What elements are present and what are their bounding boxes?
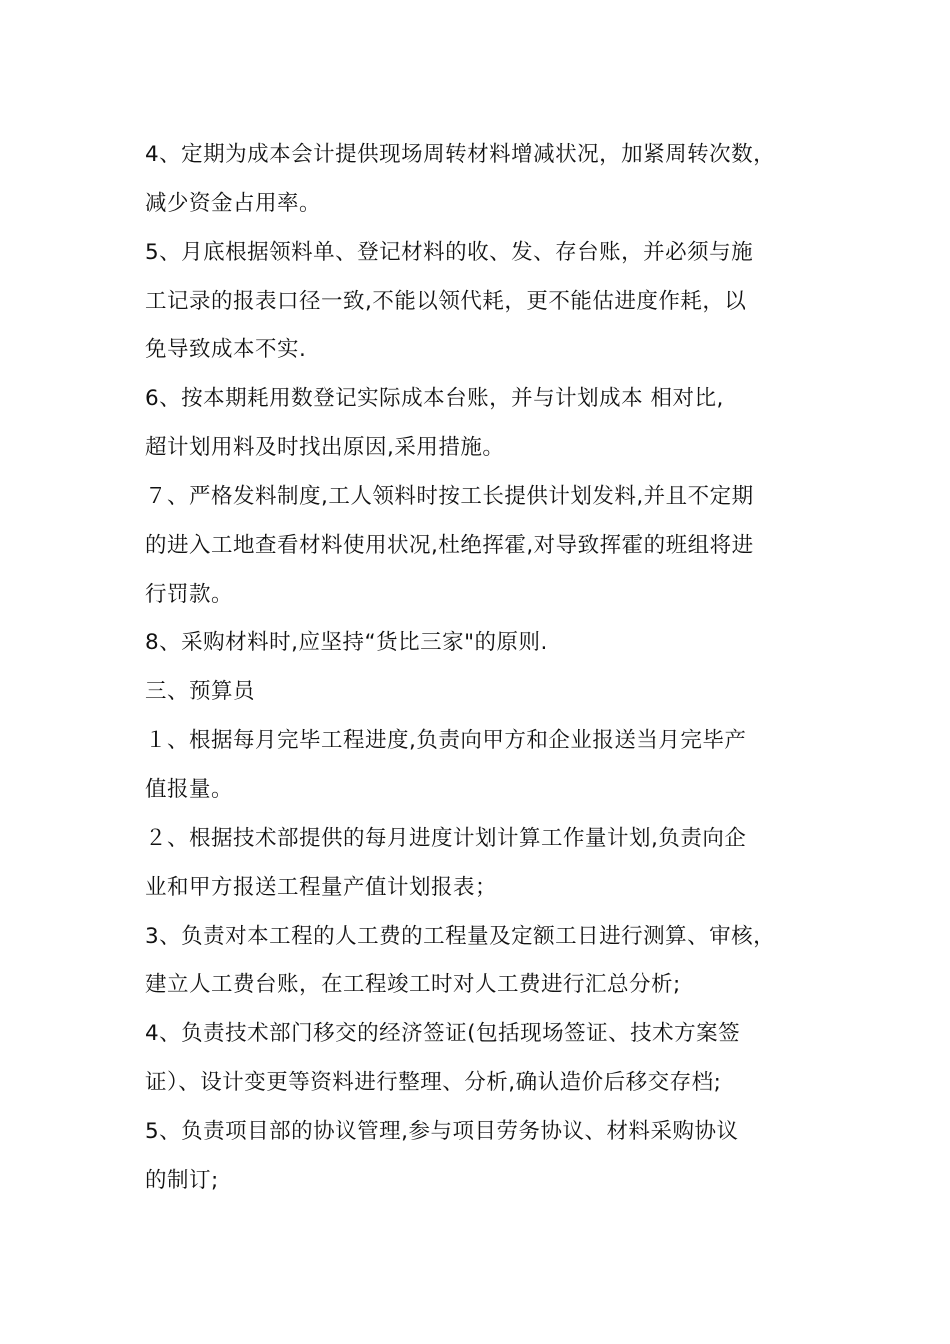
text-line-18: 建立人工费台账，在工程竣工时对人工费进行汇总分析; bbox=[145, 972, 681, 998]
text-line-21: 5、负责项目部的协议管理,参与项目劳务协议、材料采购协议 bbox=[145, 1118, 739, 1144]
text-line-9: 的进入工地查看材料使用状况,杜绝挥霍,对导致挥霍的班组将进 bbox=[145, 532, 754, 558]
text-line-11: 8、采购材料时,应坚持“货比三家"的原则. bbox=[145, 630, 548, 656]
text-line-8: ７、严格发料制度,工人领料时按工长提供计划发料,并且不定期 bbox=[145, 483, 754, 509]
text-line-4: 工记录的报表口径一致,不能以领代耗，更不能估进度作耗，以 bbox=[145, 288, 747, 314]
text-line-10: 行罚款。 bbox=[145, 581, 234, 607]
text-line-7: 超计划用料及时找出原因,采用措施。 bbox=[145, 435, 505, 461]
text-line-3: 5、月底根据领料单、登记材料的收、发、存台账，并必须与施 bbox=[145, 239, 754, 265]
text-line-20: 证）、设计变更等资料进行整理、分析,确认造价后移交存档; bbox=[145, 1070, 722, 1096]
text-line-22: 的制订; bbox=[145, 1167, 219, 1193]
text-line-5: 免导致成本不实. bbox=[145, 337, 307, 363]
text-line-2: 减少资金占用率。 bbox=[145, 190, 322, 216]
text-line-15: ２、根据技术部提供的每月进度计划计算工作量计划,负责向企 bbox=[145, 825, 747, 851]
text-line-16: 业和甲方报送工程量产值计划报表； bbox=[145, 874, 498, 900]
text-line-6: 6、按本期耗用数登记实际成本台账，并与计划成本 相对比, bbox=[145, 386, 724, 412]
text-line-14: 值报量。 bbox=[145, 776, 234, 802]
text-line-1: 4、定期为成本会计提供现场周转材料增减状况，加紧周转次数， bbox=[145, 142, 776, 167]
text-line-19: 4、负责技术部门移交的经济签证(包括现场签证、技术方案签 bbox=[145, 1021, 741, 1047]
document-body bbox=[145, 131, 825, 1206]
section-heading: 三、预算员 bbox=[145, 679, 256, 705]
text-line-17: 3、负责对本工程的人工费的工程量及定额工日进行测算、审核， bbox=[145, 923, 776, 949]
text-line-13: １、根据每月完毕工程进度,负责向甲方和企业报送当月完毕产 bbox=[145, 728, 747, 754]
